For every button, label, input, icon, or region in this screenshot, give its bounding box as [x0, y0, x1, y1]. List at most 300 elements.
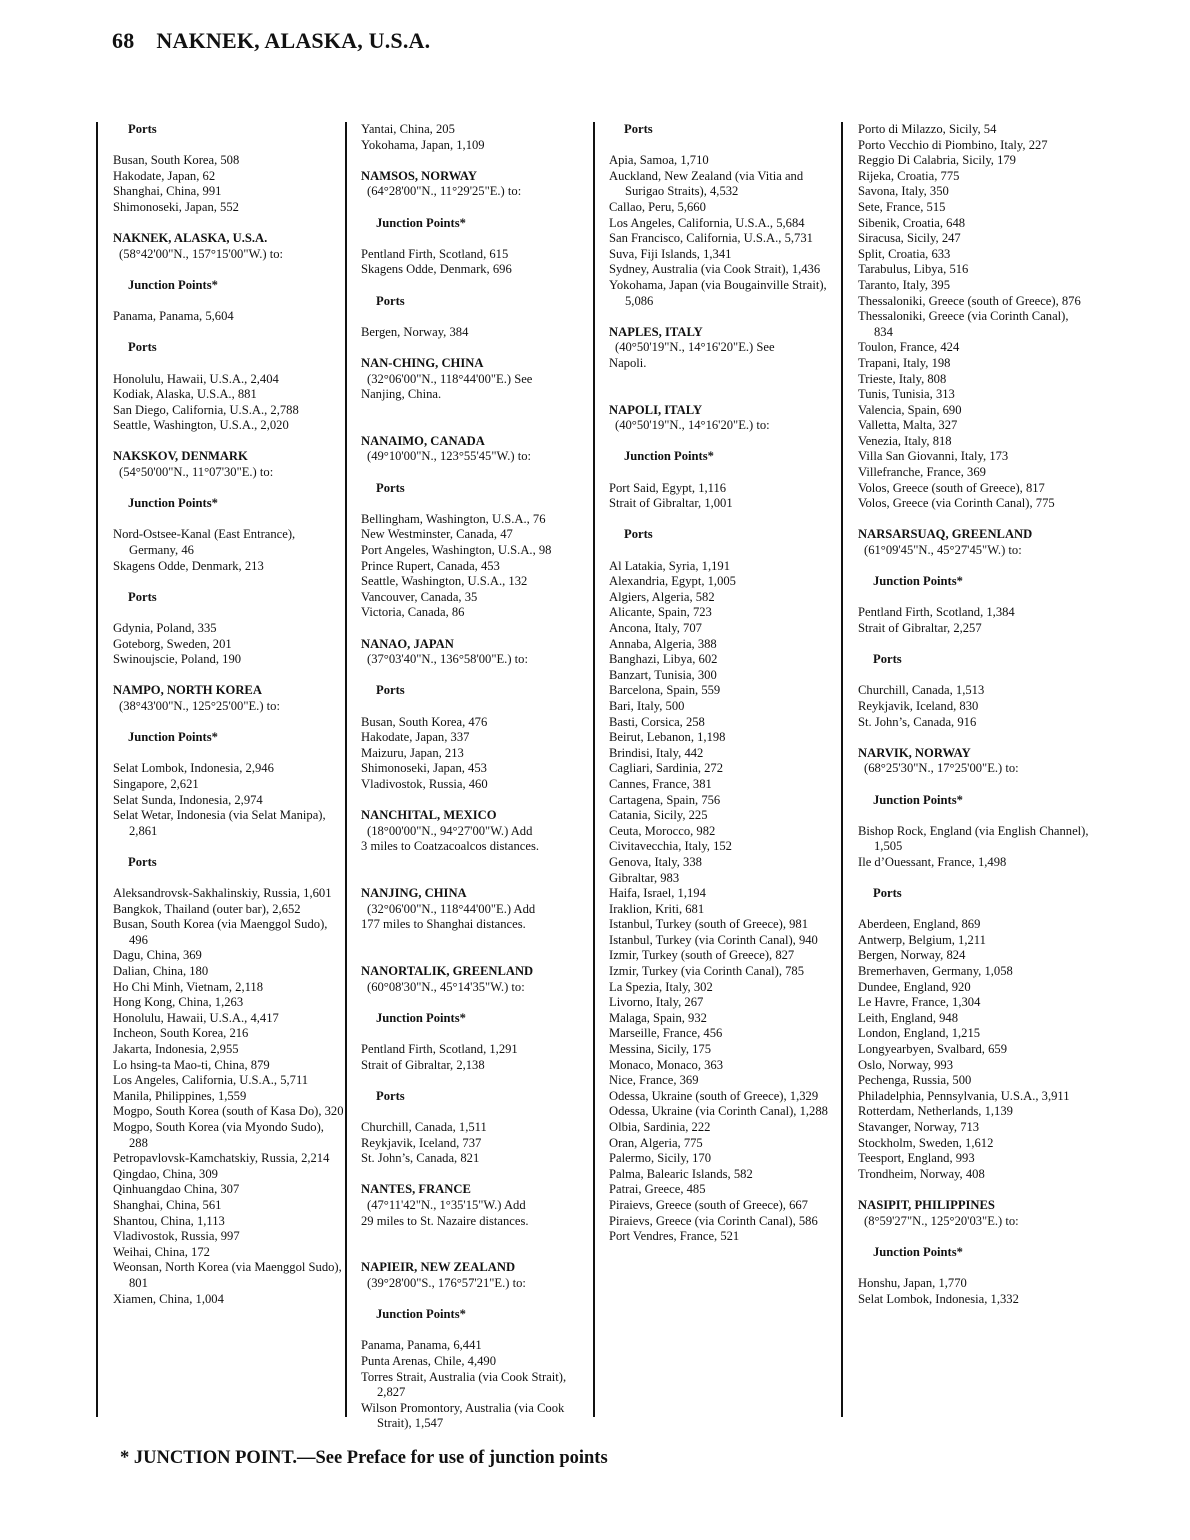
spacer: [858, 1182, 1090, 1198]
list-item: Tarabulus, Libya, 516: [858, 262, 969, 277]
list-item: Ile d’Ouessant, France, 1,498: [858, 854, 1007, 869]
list-item: Pentland Firth, Scotland, 1,291: [361, 1042, 518, 1057]
list-item: Honshu, Japan, 1,770: [858, 1275, 967, 1290]
place-coordinates: (32°06'00"N., 118°44'00"E.) See: [367, 371, 533, 386]
place-name: NAN-CHING, CHINA: [361, 355, 484, 370]
list-item: Punta Arenas, Chile, 4,490: [361, 1353, 497, 1368]
list-item: Brindisi, Italy, 442: [609, 745, 704, 760]
list-item: Honolulu, Hawaii, U.S.A., 4,417: [113, 1010, 279, 1025]
place-entry: [858, 527, 1090, 558]
list-item: Volos, Greece (south of Greece), 817: [858, 480, 1045, 495]
list-item: Valletta, Malta, 327: [858, 418, 958, 433]
list-item: Suva, Fiji Islands, 1,341: [609, 246, 732, 261]
entry-list: [858, 1276, 1090, 1307]
list-item: Qingdao, China, 309: [113, 1166, 218, 1181]
list-item: London, England, 1,215: [858, 1026, 981, 1041]
list-item: Split, Croatia, 633: [858, 246, 951, 261]
entry-list: [361, 1042, 593, 1073]
list-item: Trondheim, Norway, 408: [858, 1166, 985, 1181]
entry-list: [113, 372, 345, 434]
spacer: [113, 356, 345, 372]
subheading: Junction Points*: [873, 792, 963, 807]
spacer: [361, 1073, 593, 1089]
spacer: [858, 512, 1090, 528]
place-name: NASIPIT, PHILIPPINES: [858, 1197, 995, 1212]
entry-list: [858, 683, 1090, 730]
list-item: Palma, Balearic Islands, 582: [609, 1166, 753, 1181]
list-item: San Francisco, California, U.S.A., 5,731: [609, 231, 813, 246]
list-item: Yokohama, Japan, 1,109: [361, 137, 485, 152]
spacer: [858, 777, 1090, 793]
place-name: NANAIMO, CANADA: [361, 433, 485, 448]
list-item: Beirut, Lebanon, 1,198: [609, 730, 726, 745]
spacer: [113, 605, 345, 621]
list-item: Los Angeles, California, U.S.A., 5,684: [609, 215, 805, 230]
list-item: Bishop Rock, England (via English Channel), 1,505: [858, 823, 1089, 854]
entry-list: [361, 1120, 593, 1167]
list-item: Port Angeles, Washington, U.S.A., 98: [361, 543, 552, 558]
list-item: Barcelona, Spain, 559: [609, 683, 721, 698]
place-note: Napoli.: [609, 355, 647, 370]
list-item: Bellingham, Washington, U.S.A., 76: [361, 511, 546, 526]
entry-list: [113, 621, 345, 668]
list-item: Victoria, Canada, 86: [361, 605, 465, 620]
list-item: Shanghai, China, 991: [113, 184, 222, 199]
place-entry: [361, 964, 593, 995]
list-item: Ancona, Italy, 707: [609, 621, 702, 635]
spacer: [361, 1292, 593, 1308]
place-coordinates: (68°25'30"N., 17°25'00"E.) to:: [864, 761, 1019, 776]
list-item: Panama, Panama, 5,604: [113, 309, 234, 324]
spacer: [361, 465, 593, 481]
spacer: [113, 746, 345, 762]
list-item: Siracusa, Sicily, 247: [858, 231, 961, 246]
list-item: Sete, France, 515: [858, 199, 946, 214]
subheading: Ports: [376, 293, 405, 308]
subheading: Junction Points*: [128, 496, 218, 511]
entry-list: [361, 122, 593, 153]
list-item: Banzart, Tunisia, 300: [609, 667, 717, 682]
list-item: Piraievs, Greece (via Corinth Canal), 586: [609, 1213, 818, 1228]
list-item: Istanbul, Turkey (south of Greece), 981: [609, 917, 809, 932]
list-item: Weonsan, North Korea (via Maenggol Sudo), 801: [113, 1260, 342, 1290]
spacer: [361, 1026, 593, 1042]
spacer: [361, 948, 593, 964]
list-item: Churchill, Canada, 1,513: [858, 683, 985, 698]
subheading: Ports: [873, 652, 902, 667]
list-item: San Diego, California, U.S.A., 2,788: [113, 402, 299, 417]
list-item: Reykjavik, Iceland, 737: [361, 1135, 482, 1150]
column-3: [593, 122, 841, 1417]
list-item: Istanbul, Turkey (via Corinth Canal), 940: [609, 932, 818, 947]
subheading: Junction Points*: [873, 574, 963, 589]
list-item: St. John’s, Canada, 916: [858, 714, 977, 729]
list-item: Goteborg, Sweden, 201: [113, 636, 232, 651]
list-item: Banghazi, Libya, 602: [609, 652, 718, 667]
entry-list: [361, 325, 593, 341]
list-item: Odessa, Ukraine (south of Greece), 1,329: [609, 1088, 819, 1103]
entry-list: [361, 1338, 593, 1432]
list-item: Selat Sunda, Indonesia, 2,974: [113, 792, 263, 807]
spacer: [609, 372, 841, 388]
spacer: [361, 309, 593, 325]
place-name: NANORTALIK, GREENLAND: [361, 964, 534, 979]
place-entry: [361, 1260, 593, 1291]
spacer: [361, 1245, 593, 1261]
spacer: [361, 200, 593, 216]
entry-list: [609, 481, 841, 512]
place-name: NAMSOS, NORWAY: [361, 168, 477, 183]
list-item: Selat Lombok, Indonesia, 2,946: [113, 761, 274, 776]
spacer: [609, 434, 841, 450]
list-item: Tunis, Tunisia, 313: [858, 387, 955, 402]
list-item: Gibraltar, 983: [609, 870, 680, 885]
place-name: NAPIEIR, NEW ZEALAND: [361, 1260, 516, 1275]
list-item: Mogpo, South Korea (via Myondo Sudo), 288: [113, 1120, 324, 1150]
spacer: [361, 793, 593, 809]
subheading: Junction Points*: [376, 1010, 466, 1025]
entry-list: [858, 824, 1090, 871]
spacer: [113, 294, 345, 310]
spacer: [609, 512, 841, 528]
spacer: [361, 871, 593, 887]
spacer: [113, 325, 345, 341]
list-item: Stockholm, Sweden, 1,612: [858, 1135, 994, 1150]
list-item: Jakarta, Indonesia, 2,955: [113, 1042, 239, 1057]
list-item: Yokohama, Japan (via Bougainville Strait), 5,086: [609, 277, 827, 308]
list-item: Dagu, China, 369: [113, 948, 202, 963]
list-item: Monaco, Monaco, 363: [609, 1057, 724, 1072]
list-item: Strait of Gibraltar, 2,257: [858, 621, 982, 635]
list-item: New Westminster, Canada, 47: [361, 527, 513, 542]
list-item: Selat Wetar, Indonesia (via Selat Manipa), 2,861: [113, 808, 326, 838]
list-item: Cagliari, Sardinia, 272: [609, 761, 724, 776]
list-item: Teesport, England, 993: [858, 1151, 975, 1166]
list-item: Bari, Italy, 500: [609, 698, 685, 713]
spacer: [113, 668, 345, 684]
list-item: Bangkok, Thailand (outer bar), 2,652: [113, 901, 301, 916]
list-item: Haifa, Israel, 1,194: [609, 886, 706, 901]
spacer: [113, 839, 345, 855]
place-entry: [858, 746, 1090, 777]
place-note: 29 miles to St. Nazaire distances.: [361, 1213, 529, 1228]
list-item: Taranto, Italy, 395: [858, 277, 951, 292]
list-item: Piraievs, Greece (south of Greece), 667: [609, 1197, 808, 1212]
place-coordinates: (60°08'30"N., 45°14'35"W.) to:: [367, 979, 525, 994]
list-item: Vancouver, Canada, 35: [361, 589, 478, 604]
spacer: [361, 1104, 593, 1120]
place-coordinates: (58°42'00"N., 157°15'00"W.) to:: [119, 246, 284, 261]
place-name: NAPOLI, ITALY: [609, 402, 703, 417]
list-item: Rijeka, Croatia, 775: [858, 168, 960, 183]
list-item: Ceuta, Morocco, 982: [609, 823, 716, 838]
list-item: Volos, Greece (via Corinth Canal), 775: [858, 496, 1055, 511]
list-item: Ho Chi Minh, Vietnam, 2,118: [113, 979, 264, 994]
place-entry: [113, 683, 345, 714]
list-item: Wilson Promontory, Australia (via Cook Strait), 1,547: [361, 1400, 565, 1431]
list-item: Bergen, Norway, 384: [361, 324, 469, 339]
spacer: [858, 637, 1090, 653]
spacer: [113, 481, 345, 497]
column-1: [96, 122, 345, 1417]
list-item: Leith, England, 948: [858, 1010, 959, 1025]
spacer: [858, 1260, 1090, 1276]
spacer: [361, 153, 593, 169]
spacer: [361, 855, 593, 871]
list-item: Livorno, Italy, 267: [609, 995, 704, 1010]
spacer: [609, 309, 841, 325]
list-item: Honolulu, Hawaii, U.S.A., 2,404: [113, 371, 279, 386]
place-name: NAKNEK, ALASKA, U.S.A.: [113, 231, 268, 246]
spacer: [113, 512, 345, 528]
entry-list: [113, 153, 345, 215]
subheading: Ports: [128, 854, 157, 869]
list-item: Incheon, South Korea, 216: [113, 1026, 249, 1041]
subheading: Ports: [128, 340, 157, 355]
list-item: Busan, South Korea, 476: [361, 714, 488, 729]
list-item: Thessaloniki, Greece (via Corinth Canal), 834: [858, 309, 1069, 339]
spacer: [361, 933, 593, 949]
list-item: Kodiak, Alaska, U.S.A., 881: [113, 387, 257, 402]
list-item: Los Angeles, California, U.S.A., 5,711: [113, 1073, 309, 1088]
spacer: [361, 231, 593, 247]
spacer: [361, 340, 593, 356]
list-item: Selat Lombok, Indonesia, 1,332: [858, 1291, 1019, 1306]
list-item: Nice, France, 369: [609, 1073, 699, 1088]
list-item: Dundee, England, 920: [858, 979, 971, 994]
subheading: Ports: [128, 589, 157, 604]
column-4: [841, 122, 1090, 1417]
spacer: [361, 496, 593, 512]
place-coordinates: (47°11'42"N., 1°35'15"W.) Add: [367, 1197, 526, 1212]
list-item: Callao, Peru, 5,660: [609, 199, 706, 214]
subheading: Junction Points*: [376, 1307, 466, 1322]
page-number: 68: [112, 28, 135, 53]
spacer: [858, 871, 1090, 887]
list-item: Sibenik, Croatia, 648: [858, 215, 966, 230]
entry-list: [609, 559, 841, 1245]
list-item: Alexandria, Egypt, 1,005: [609, 574, 736, 589]
list-item: Algiers, Algeria, 582: [609, 589, 715, 604]
spacer: [858, 808, 1090, 824]
list-item: Bremerhaven, Germany, 1,058: [858, 964, 1013, 979]
list-item: Alicante, Spain, 723: [609, 605, 712, 620]
list-item: Busan, South Korea (via Maenggol Sudo), 496: [113, 917, 328, 947]
list-item: Churchill, Canada, 1,511: [361, 1120, 487, 1134]
place-entry: [361, 434, 593, 465]
list-item: Strait of Gibraltar, 2,138: [361, 1057, 485, 1072]
list-item: Palermo, Sicily, 170: [609, 1151, 712, 1166]
place-name: NAMPO, NORTH KOREA: [113, 683, 262, 698]
list-item: Trieste, Italy, 808: [858, 371, 947, 386]
list-item: Basti, Corsica, 258: [609, 714, 705, 729]
list-item: Al Latakia, Syria, 1,191: [609, 558, 731, 573]
list-item: Port Vendres, France, 521: [609, 1229, 740, 1244]
list-item: Oslo, Norway, 993: [858, 1057, 954, 1072]
place-coordinates: (61°09'45"N., 45°27'45"W.) to:: [864, 543, 1022, 558]
list-item: Dalian, China, 180: [113, 964, 209, 979]
spacer: [113, 262, 345, 278]
list-item: Villa San Giovanni, Italy, 173: [858, 449, 1009, 464]
list-item: Lo hsing-ta Mao-ti, China, 879: [113, 1057, 270, 1072]
list-item: Patrai, Greece, 485: [609, 1182, 706, 1197]
place-name: NANAO, JAPAN: [361, 636, 454, 651]
spacer: [609, 138, 841, 154]
list-item: Nord-Ostsee-Kanal (East Entrance), Germany, 46: [113, 527, 296, 558]
place-coordinates: (8°59'27"N., 125°20'03"E.) to:: [864, 1213, 1019, 1228]
place-name: NAKSKOV, DENMARK: [113, 449, 248, 464]
spacer: [609, 543, 841, 559]
list-item: Petropavlovsk-Kamchatskiy, Russia, 2,214: [113, 1151, 330, 1166]
entry-list: [858, 605, 1090, 636]
list-item: Apia, Samoa, 1,710: [609, 153, 709, 168]
list-item: Aleksandrovsk-Sakhalinskiy, Russia, 1,601: [113, 886, 332, 901]
list-item: Venezia, Italy, 818: [858, 433, 952, 448]
spacer: [361, 621, 593, 637]
list-item: Reykjavik, Iceland, 830: [858, 698, 979, 713]
list-item: La Spezia, Italy, 302: [609, 979, 713, 994]
entry-list: [858, 917, 1090, 1182]
list-item: Mogpo, South Korea (south of Kasa Do), 320: [113, 1104, 344, 1119]
spacer: [361, 699, 593, 715]
place-note: 3 miles to Coatzacoalcos distances.: [361, 839, 540, 854]
list-item: Trapani, Italy, 198: [858, 355, 951, 370]
list-item: Philadelphia, Pennsylvania, U.S.A., 3,911: [858, 1088, 1070, 1103]
spacer: [609, 465, 841, 481]
list-item: Auckland, New Zealand (via Vitia and Surigao Straits), 4,532: [609, 168, 804, 199]
subheading: Ports: [128, 122, 157, 136]
place-name: NARSARSUAQ, GREENLAND: [858, 527, 1033, 542]
list-item: Odessa, Ukraine (via Corinth Canal), 1,288: [609, 1104, 828, 1119]
spacer: [361, 403, 593, 419]
place-name: NANJING, CHINA: [361, 886, 467, 901]
entry-list: [113, 761, 345, 839]
entry-list: [361, 715, 593, 793]
spacer: [609, 387, 841, 403]
spacer: [113, 871, 345, 887]
place-coordinates: (18°00'00"N., 94°27'00"W.) Add: [367, 823, 533, 838]
list-item: Cannes, France, 381: [609, 776, 712, 791]
spacer: [113, 715, 345, 731]
spacer: [361, 1167, 593, 1183]
entry-list: [609, 153, 841, 309]
place-entry: [361, 356, 593, 403]
place-note: 177 miles to Shanghai distances.: [361, 917, 526, 932]
list-item: Hakodate, Japan, 337: [361, 730, 470, 745]
spacer: [113, 434, 345, 450]
list-item: Shimonoseki, Japan, 453: [361, 761, 487, 776]
place-coordinates: (54°50'00"N., 11°07'30"E.) to:: [119, 465, 274, 480]
list-item: Izmir, Turkey (south of Greece), 827: [609, 948, 795, 963]
list-item: Reggio Di Calabria, Sicily, 179: [858, 153, 1016, 168]
list-item: Torres Strait, Australia (via Cook Strait), 2,827: [361, 1369, 567, 1400]
list-item: Valencia, Spain, 690: [858, 402, 962, 417]
spacer: [361, 1229, 593, 1245]
subheading: Ports: [376, 1088, 405, 1103]
list-item: Xiamen, China, 1,004: [113, 1291, 224, 1306]
place-entry: [858, 1198, 1090, 1229]
place-coordinates: (40°50'19"N., 14°16'20"E.) See: [615, 340, 775, 355]
place-coordinates: (49°10'00"N., 123°55'45"W.) to:: [367, 449, 532, 464]
list-item: Shimonoseki, Japan, 552: [113, 199, 239, 214]
list-item: Rotterdam, Netherlands, 1,139: [858, 1104, 1013, 1119]
spacer: [361, 1323, 593, 1339]
list-item: Skagens Odde, Denmark, 696: [361, 262, 512, 277]
list-item: Villefranche, France, 369: [858, 465, 986, 480]
list-item: Swinoujscie, Poland, 190: [113, 652, 242, 667]
place-coordinates: (39°28'00"S., 176°57'21"E.) to:: [367, 1275, 526, 1290]
list-item: Maizuru, Japan, 213: [361, 745, 464, 760]
list-item: Pentland Firth, Scotland, 615: [361, 246, 509, 261]
subheading: Ports: [376, 683, 405, 698]
list-item: Weihai, China, 172: [113, 1244, 210, 1259]
list-item: Cartagena, Spain, 756: [609, 792, 721, 807]
list-item: Qinhuangdao China, 307: [113, 1182, 240, 1197]
spacer: [361, 418, 593, 434]
place-entry: [113, 449, 345, 480]
list-item: Sydney, Australia (via Cook Strait), 1,436: [609, 262, 821, 277]
entry-list: [361, 512, 593, 621]
entry-list: [113, 527, 345, 574]
subheading: Junction Points*: [128, 277, 218, 292]
place-entry: [113, 231, 345, 262]
spacer: [858, 668, 1090, 684]
place-name: NAPLES, ITALY: [609, 324, 703, 339]
list-item: Shantou, China, 1,113: [113, 1213, 225, 1228]
list-item: Savona, Italy, 350: [858, 184, 949, 199]
place-entry: [361, 637, 593, 668]
place-coordinates: (32°06'00"N., 118°44'00"E.) Add: [367, 901, 536, 916]
list-item: Izmir, Turkey (via Corinth Canal), 785: [609, 964, 805, 979]
list-item: Pechenga, Russia, 500: [858, 1073, 972, 1088]
list-item: Prince Rupert, Canada, 453: [361, 558, 500, 573]
list-item: Bergen, Norway, 824: [858, 948, 966, 963]
place-coordinates: (38°43'00"N., 125°25'00"E.) to:: [119, 698, 280, 713]
subheading: Ports: [873, 886, 902, 901]
spacer: [858, 559, 1090, 575]
column-2: [345, 122, 593, 1431]
list-item: Seattle, Washington, U.S.A., 132: [361, 574, 528, 589]
list-item: Marseille, France, 456: [609, 1026, 723, 1041]
list-item: Thessaloniki, Greece (south of Greece), 876: [858, 293, 1081, 308]
list-item: Porto di Milazzo, Sicily, 54: [858, 122, 997, 136]
subheading: Junction Points*: [624, 449, 714, 464]
spacer: [361, 668, 593, 684]
spacer: [858, 730, 1090, 746]
list-item: Skagens Odde, Denmark, 213: [113, 558, 264, 573]
page-title: NAKNEK, ALASKA, U.S.A.: [156, 28, 431, 53]
list-item: Seattle, Washington, U.S.A., 2,020: [113, 418, 289, 433]
list-item: St. John’s, Canada, 821: [361, 1151, 480, 1166]
list-item: Catania, Sicily, 225: [609, 808, 708, 823]
list-item: Civitavecchia, Italy, 152: [609, 839, 732, 854]
list-item: Malaga, Spain, 932: [609, 1010, 707, 1025]
list-item: Vladivostok, Russia, 997: [113, 1229, 240, 1244]
list-item: Iraklion, Kriti, 681: [609, 901, 705, 916]
place-entry: [361, 886, 593, 933]
list-item: Singapore, 2,621: [113, 776, 199, 791]
spacer: [858, 1229, 1090, 1245]
list-item: Le Havre, France, 1,304: [858, 995, 981, 1010]
subheading: Ports: [376, 480, 405, 495]
list-item: Strait of Gibraltar, 1,001: [609, 496, 733, 511]
list-item: Hong Kong, China, 1,263: [113, 995, 244, 1010]
list-item: Pentland Firth, Scotland, 1,384: [858, 605, 1015, 620]
list-item: Longyearbyen, Svalbard, 659: [858, 1042, 1007, 1057]
list-item: Toulon, France, 424: [858, 340, 960, 355]
list-item: Vladivostok, Russia, 460: [361, 776, 488, 791]
list-item: Annaba, Algeria, 388: [609, 636, 717, 651]
